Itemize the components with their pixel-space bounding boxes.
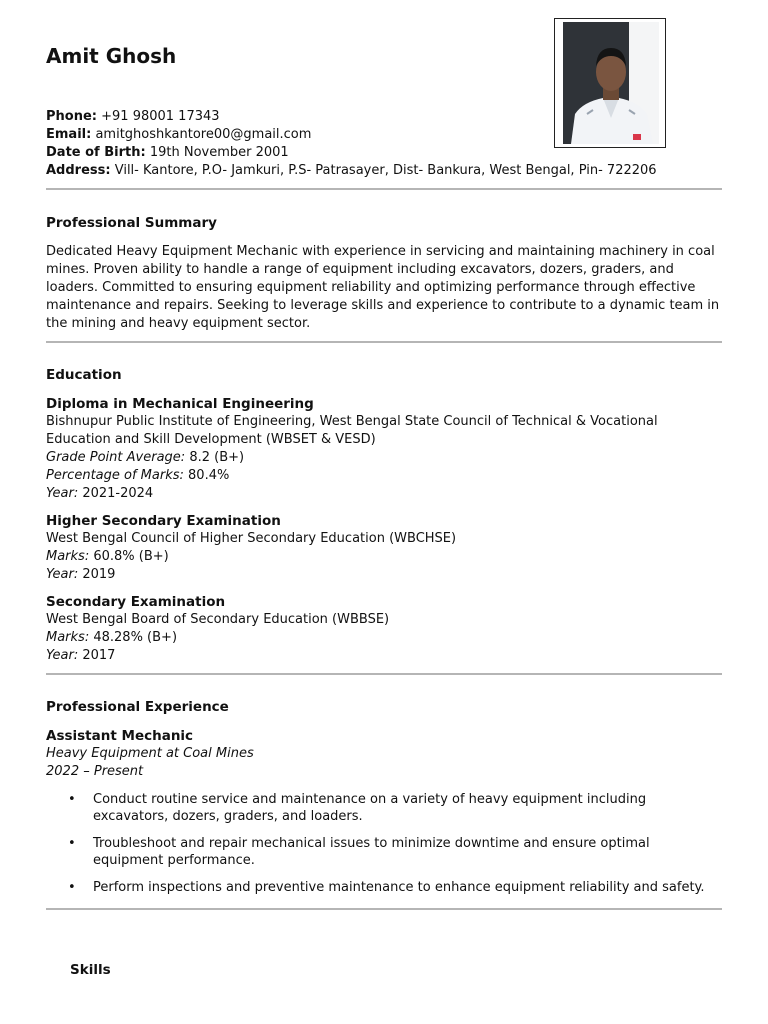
dob-value: 19th November 2001 bbox=[149, 145, 289, 160]
duties-list bbox=[46, 791, 722, 906]
marks-label: Marks: bbox=[46, 549, 90, 564]
year-value: 2017 bbox=[82, 648, 116, 663]
degree-title: Secondary Examination bbox=[46, 594, 226, 610]
percentage-value: 80.4% bbox=[188, 468, 230, 483]
percentage-line bbox=[46, 467, 722, 485]
marks-label: Marks: bbox=[46, 630, 90, 645]
phone-value: +91 98001 17343 bbox=[101, 109, 220, 124]
education-item bbox=[46, 593, 722, 665]
duty-item: • Troubleshoot and repair mechanical issues to minimize downtime and ensure optimal equipment performance. bbox=[46, 835, 722, 869]
year-line bbox=[46, 485, 722, 503]
skills-heading: Skills bbox=[70, 962, 111, 978]
duty-item: • Perform inspections and preventive maintenance to enhance equipment reliability and safety. bbox=[46, 879, 722, 896]
marks-value: 48.28% (B+) bbox=[93, 630, 178, 645]
year-label: Year: bbox=[46, 648, 79, 663]
summary-heading: Professional Summary bbox=[46, 215, 217, 231]
email-value[interactable]: amitghoshkantore00@gmail.com bbox=[95, 127, 312, 142]
job-company: Heavy Equipment at Coal Mines bbox=[46, 746, 254, 761]
address-label: Address: bbox=[46, 163, 111, 178]
section-divider bbox=[46, 673, 722, 675]
year-line bbox=[46, 566, 722, 584]
address-line bbox=[46, 162, 657, 180]
section-divider bbox=[46, 188, 722, 190]
year-value: 2019 bbox=[82, 567, 116, 582]
year-value: 2021-2024 bbox=[82, 486, 154, 501]
experience-heading: Professional Experience bbox=[46, 699, 229, 715]
institution-name: West Bengal Board of Secondary Education (WBBSE) bbox=[46, 612, 390, 627]
experience-item bbox=[46, 727, 722, 781]
section-divider bbox=[46, 908, 722, 910]
gpa-value: 8.2 (B+) bbox=[189, 450, 245, 465]
degree-title: Higher Secondary Examination bbox=[46, 513, 281, 529]
job-period: 2022 – Present bbox=[46, 764, 144, 779]
contact-details bbox=[46, 108, 657, 180]
summary-text: Dedicated Heavy Equipment Mechanic with experience in servicing and maintaining machinery in coal mines. Proven ability to handle a range of equipment including excavators, dozers, graders, and loaders. Committed to ensuring equipment reliability and optimizing performance through effective maintenance and repairs. Seeking to leverage skills and experience to contribute to a dynamic team in the mining and heavy equipment sector. bbox=[46, 244, 720, 331]
dob-line bbox=[46, 144, 657, 162]
job-role: Assistant Mechanic bbox=[46, 728, 194, 744]
email-label: Email: bbox=[46, 127, 92, 142]
address-value: Vill- Kantore, P.O- Jamkuri, P.S- Patrasayer, Dist- Bankura, West Bengal, Pin- 722206 bbox=[114, 163, 657, 178]
institution-name: Bishnupur Public Institute of Engineering, West Bengal State Council of Technical & Vocational Education and Skill Development (WBSET & VESD) bbox=[46, 414, 658, 447]
marks-line bbox=[46, 629, 722, 647]
candidate-name: Amit Ghosh bbox=[46, 44, 177, 68]
education-item bbox=[46, 512, 722, 584]
degree-title: Diploma in Mechanical Engineering bbox=[46, 396, 314, 412]
gpa-label: Grade Point Average: bbox=[46, 450, 186, 465]
marks-value: 60.8% (B+) bbox=[93, 549, 169, 564]
gpa-line bbox=[46, 449, 722, 467]
education-item bbox=[46, 395, 722, 503]
marks-line bbox=[46, 548, 722, 566]
phone-line bbox=[46, 108, 657, 126]
duty-item: • Conduct routine service and maintenance on a variety of heavy equipment including excavators, dozers, graders, and loaders. bbox=[46, 791, 722, 825]
year-label: Year: bbox=[46, 486, 79, 501]
phone-label: Phone: bbox=[46, 109, 97, 124]
year-line bbox=[46, 647, 722, 665]
education-heading: Education bbox=[46, 367, 122, 383]
section-divider bbox=[46, 341, 722, 343]
year-label: Year: bbox=[46, 567, 79, 582]
percentage-label: Percentage of Marks: bbox=[46, 468, 184, 483]
dob-label: Date of Birth: bbox=[46, 145, 146, 160]
email-line bbox=[46, 126, 657, 144]
institution-name: West Bengal Council of Higher Secondary Education (WBCHSE) bbox=[46, 531, 457, 546]
